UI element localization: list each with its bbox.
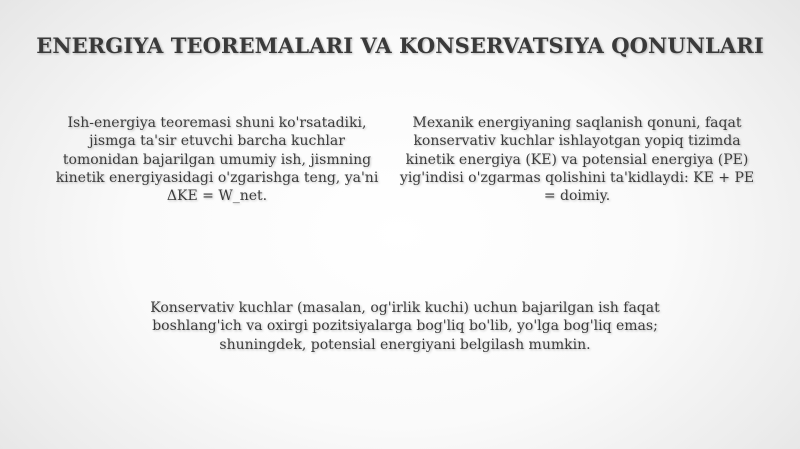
slide-title: ENERGIYA TEOREMALARI VA KONSERVATSIYA QONUNLARI (36, 33, 764, 58)
conservative-forces-text: Konservativ kuchlar (masalan, og'irlik kuchi) uchun bajarilgan ish faqat boshlang'ich va oxirgi pozitsiyalarga bog'liq bo'lib, yo'lga bog'liq emas; shuningdek, potensial energiyani belgilash mumkin. (150, 300, 660, 353)
energy-conservation-law-text: Mexanik energiyaning saqlanish qonuni, faqat konservativ kuchlar ishlayotgan yopiq tizimda kinetik energiya (KE) va potensial energiya (PE) yig'indisi o'zgarmas qolishini ta'kidlaydi: KE + PE = doimiy. (399, 115, 755, 205)
work-energy-theorem-text: Ish-energiya teoremasi shuni ko'rsatadiki, jismga ta'sir etuvchi barcha kuchlar tomonidan bajarilgan umumiy ish, jismning kinetik energiyasidagi o'zgarishga teng, ya'ni ΔKE = W_net. (55, 115, 379, 205)
